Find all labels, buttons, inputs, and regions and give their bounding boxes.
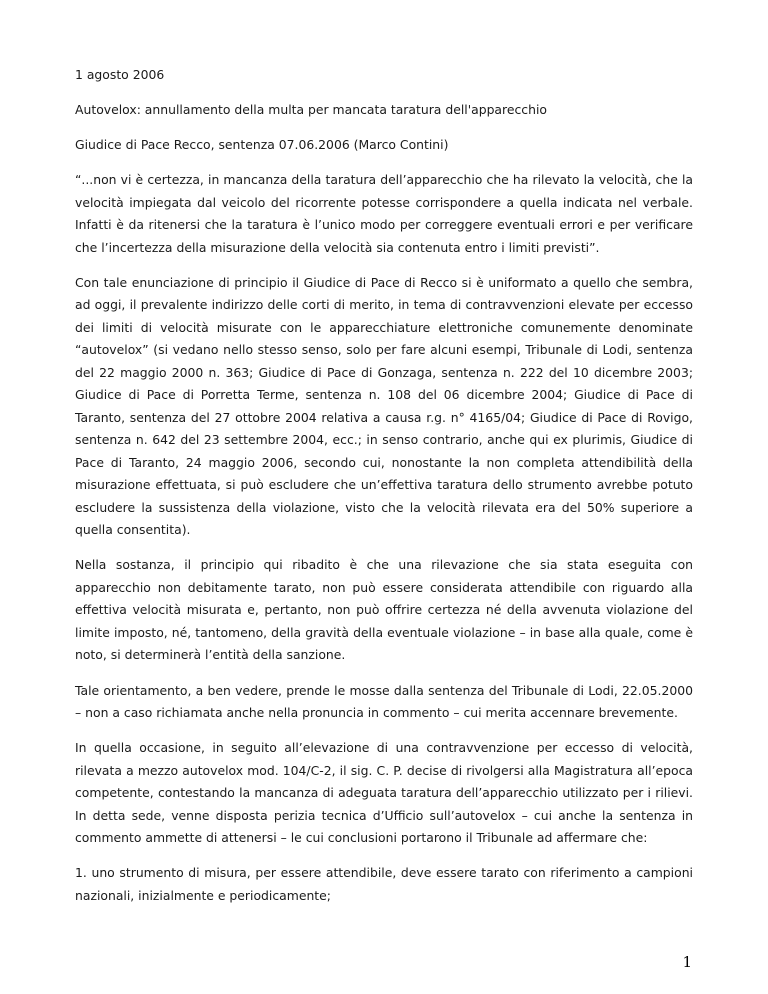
document-date: 1 agosto 2006 [75,67,165,82]
body-paragraph: Con tale enunciazione di principio il Giudice di Pace di Recco si è uniformato a quello che sembra, ad oggi, il prevalente indirizzo delle corti di merito, in tema di contravvenzioni elevate per eccesso dei limiti di velocità misurate con le apparecchiature elettroniche comunemente denominate “autovelox” (si vedano nello stesso senso, solo per fare alcuni esempi, Tribunale di Lodi, sentenza del 22 maggio 2000 n. 363; Giudice di Pace di Gonzaga, sentenza n. 222 del 10 dicembre 2003; Giudice di Pace di Porretta Terme, sentenza n. 108 del 06 dicembre 2004; Giudice di Pace di Taranto, sentenza del 27 ottobre 2004 relativa a causa r.g. n° 4165/04; Giudice di Pace di Rovigo, sentenza n. 642 del 23 settembre 2004, ecc.; in senso contrario, anche qui ex plurimis, Giudice di Pace di Taranto, 24 maggio 2006, secondo cui, nonostante la non completa attendibilità della misurazione effettuata, si può escludere che un’effettiva taratura dello strumento avrebbe potuto escludere la sussistenza della violazione, visto che la velocità rilevata era del 50% superiore a quella consentita). [75,274,693,538]
body-paragraph: In quella occasione, in seguito all’elevazione di una contravvenzione per eccesso di velocità, rilevata a mezzo autovelox mod. 104/C-2, il sig. C. P. decise di rivolgersi alla Magistratura all’epoca competente, contestando la mancanza di adeguata taratura dell’apparecchio utilizzato per i rilievi. In detta sede, venne disposta perizia tecnica d’Ufficio sull’autovelox – cui anche la sentenza in commento ammette di attenersi – le cui conclusioni portarono il Tribunale ad affermare che: [75,740,693,846]
document-page [75,64,693,920]
quote-paragraph: “...non vi è certezza, in mancanza della taratura dell’apparecchio che ha rilevato la velocità, che la velocità impiegata dal veicolo del ricorrente potesse corrispondere a quella indicata nel verbale. Infatti è da ritenersi che la taratura è l’unico modo per correggere eventuali errori e per verificare che l’incertezza della misurazione della velocità sia contenuta entro i limiti previsti”. [75,172,693,255]
body-paragraph: Tale orientamento, a ben vedere, prende le mosse dalla sentenza del Tribunale di Lodi, 22.05.2000 – non a caso richiamata anche nella pronuncia in commento – cui merita accennare brevemente. [75,682,693,721]
document-source: Giudice di Pace Recco, sentenza 07.06.2006 (Marco Contini) [75,137,449,153]
page-number: 1 [682,953,692,971]
list-item: 1. uno strumento di misura, per essere attendibile, deve essere tarato con riferimento a campioni nazionali, inizialmente e periodicamente; [75,865,693,903]
body-paragraph: Nella sostanza, il principio qui ribadito è che una rilevazione che sia stata eseguita con apparecchio non debitamente tarato, non può essere considerata attendibile con riguardo alla effettiva velocità misurata e, pertanto, non può offrire certezza né della avvenuta violazione del limite imposto, né, tantomeno, della gravità della eventuale violazione – in base alla quale, come è noto, si determinerà l’entità della sanzione. [75,557,693,663]
document-title: Autovelox: annullamento della multa per mancata taratura dell'apparecchio [75,102,547,118]
